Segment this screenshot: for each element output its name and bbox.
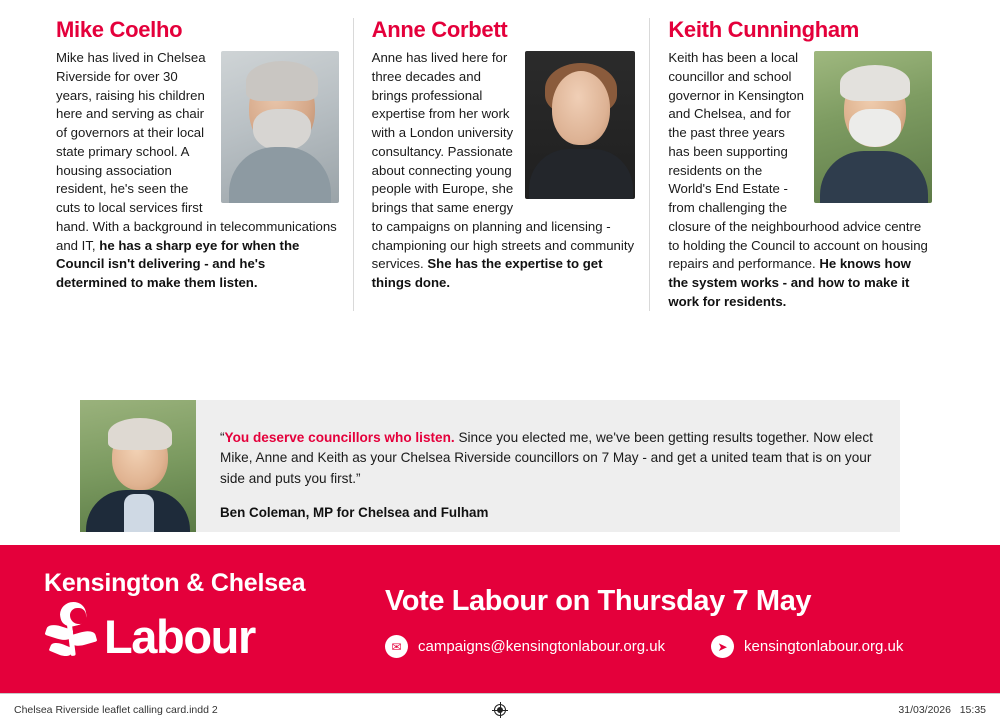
- email-address: campaigns@kensingtonlabour.org.uk: [418, 638, 666, 655]
- envelope-icon: ✉: [385, 635, 408, 658]
- cursor-icon: ➤: [711, 635, 734, 658]
- candidate-bio-bold: He knows how the system works - and how to make it work for residents.: [668, 256, 911, 309]
- quote-body: Since you elected me, we've been getting results together. Now elect Mike, Anne and Keith as your Chelsea Riverside councillors on 7 May - and get a united team that is on your side and puts you first.”: [220, 430, 873, 486]
- print-timestamp: [898, 704, 986, 716]
- endorsement-text: [196, 400, 900, 532]
- website-address: kensingtonlabour.org.uk: [744, 638, 904, 655]
- brand-wordmark: Labour: [104, 609, 255, 663]
- candidate-name: Anne Corbett: [371, 17, 508, 42]
- print-date: 31/03/2026: [898, 704, 951, 716]
- website-contact[interactable]: [711, 635, 903, 658]
- photo-hair: [840, 65, 910, 101]
- photo-torso: [529, 149, 633, 199]
- photo-hair: [246, 61, 318, 101]
- photo-beard: [253, 109, 311, 151]
- labour-branding: [44, 569, 374, 663]
- candidate-card-1: [56, 18, 353, 311]
- print-info-bar: [0, 693, 1000, 725]
- endorser-photo: [80, 400, 196, 532]
- endorsement-panel: [80, 400, 900, 532]
- candidate-bio-bold: he has a sharp eye for when the Council isn't delivering - and he's determined to make them listen.: [56, 237, 300, 290]
- vote-call-to-action: Vote Labour on Thursday 7 May: [385, 585, 812, 617]
- photo-face: [552, 71, 610, 145]
- candidate-bio-plain: Mike has lived in Chelsea Riverside for over 30 years, raising his children here and serving as chair of governors at their local state primary school. A housing association resident, he's seen the cuts to local services first hand. With a background in telecommunications and IT,: [56, 50, 337, 253]
- candidate-photo: [525, 51, 635, 199]
- footer-banner: [0, 545, 1000, 693]
- candidate-card-2: [353, 18, 650, 311]
- brand-logo-row: [44, 600, 374, 663]
- print-time: 15:35: [959, 704, 986, 716]
- candidate-card-3: [649, 18, 946, 311]
- contact-row: [385, 635, 903, 658]
- candidate-name: Mike Coelho: [56, 17, 183, 42]
- photo-beard: [849, 109, 901, 147]
- candidate-bio-bold: She has the expertise to get things done.: [371, 256, 603, 290]
- candidates-row: [56, 18, 946, 311]
- candidate-photo: [814, 51, 932, 203]
- candidate-name: Keith Cunningham: [668, 17, 860, 42]
- candidate-photo: [221, 51, 339, 203]
- print-filename: Chelsea Riverside leaflet calling card.indd 2: [14, 704, 218, 716]
- photo-hair: [108, 418, 172, 450]
- rose-icon: [44, 600, 98, 658]
- photo-shirt: [124, 494, 154, 532]
- brand-locality: Kensington & Chelsea: [44, 569, 306, 597]
- candidate-bio-plain: Keith has been a local councillor and school governor in Kensington and Chelsea, and for the past three years has been supporting residents on the World's End Estate - from challenging the closure of the neighbourhood advice centre to holding the Council to account on housing repairs and performance.: [668, 50, 928, 272]
- email-contact[interactable]: [385, 635, 665, 658]
- quote-open-mark: “: [220, 430, 225, 445]
- quote-lead: You deserve councillors who listen.: [224, 430, 455, 445]
- quote-attribution: Ben Coleman, MP for Chelsea and Fulham: [220, 505, 489, 521]
- candidate-bio-plain: Anne has lived here for three decades and brings professional expertise from her work with a London university consultancy. Passionate about connecting young people with Europe, she brings that same energy to campaigns on planning and licensing - championing our high streets and community services.: [371, 50, 635, 272]
- registration-mark-icon: [492, 702, 508, 718]
